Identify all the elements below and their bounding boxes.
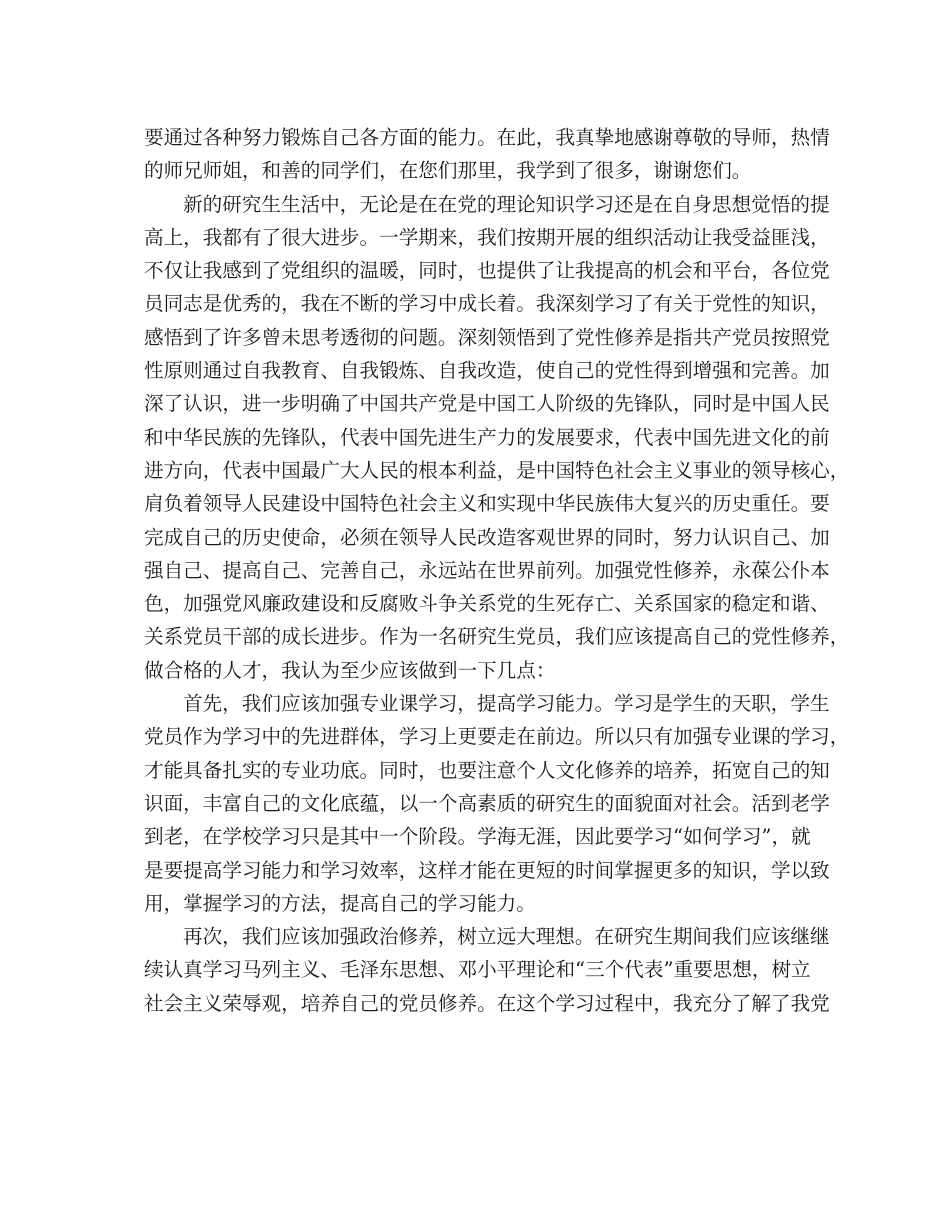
text-line: 续认真学习马列主义、毛泽东思想、邓小平理论和“三个代表”重要思想，树立 <box>144 958 811 982</box>
text-line: 到老，在学校学习只是其中一个阶段。学海无涯，因此要学习“如何学习”，就 <box>144 825 811 849</box>
paragraph-4 <box>144 920 830 1020</box>
text-line: 不仅让我感到了党组织的温暖，同时，也提供了让我提高的机会和平台，各位党 <box>144 259 830 283</box>
text-line: 和中华民族的先锋队，代表中国先进生产力的发展要求，代表中国先进文化的前 <box>144 425 830 449</box>
text-line: 进方向，代表中国最广大人民的根本利益，是中国特色社会主义事业的领导核心， <box>144 458 850 482</box>
text-line: 新的研究生生活中，无论是在在党的理论知识学习还是在自身思想觉悟的提 <box>183 192 830 216</box>
paragraph-3 <box>144 687 850 920</box>
text-line: 高上，我都有了很大进步。一学期来，我们按期开展的组织活动让我受益匪浅， <box>144 225 830 249</box>
text-line: 党员作为学习中的先进群体，学习上更要走在前边。所以只有加强专业课的学习， <box>144 725 850 749</box>
text-line: 才能具备扎实的专业功底。同时，也要注意个人文化修养的培养，拓宽自己的知 <box>144 758 830 782</box>
text-line: 社会主义荣辱观，培养自己的党员修养。在这个学习过程中，我充分了解了我党 <box>144 991 830 1015</box>
text-line: 要通过各种努力锻炼自己各方面的能力。在此，我真挚地感谢尊敬的导师，热情 <box>144 126 830 149</box>
text-line: 识面，丰富自己的文化底蕴，以一个高素质的研究生的面貌面对社会。活到老学 <box>144 791 830 815</box>
text-line: 关系党员干部的成长进步。作为一名研究生党员，我们应该提高自己的党性修养， <box>144 625 850 649</box>
text-line: 再次，我们应该加强政治修养，树立远大理想。在研究生期间我们应该继继 <box>183 925 830 949</box>
text-line: 色，加强党风廉政建设和反腐败斗争关系党的生死存亡、关系国家的稳定和谐、 <box>144 592 830 616</box>
paragraph-2 <box>144 188 850 687</box>
text-line: 完成自己的历史使命，必须在领导人民改造客观世界的同时，努力认识自己、加 <box>144 525 830 549</box>
text-line: 首先，我们应该加强专业课学习，提高学习能力。学习是学生的天职，学生 <box>183 692 830 716</box>
text-line: 员同志是优秀的，我在不断的学习中成长着。我深刻学习了有关于党性的知识， <box>144 292 830 316</box>
text-line: 性原则通过自我教育、自我锻炼、自我改造，使自己的党性得到增强和完善。加 <box>144 359 830 383</box>
text-line: 的师兄师姐，和善的同学们，在您们那里，我学到了很多，谢谢您们。 <box>144 159 752 183</box>
paragraph-1 <box>144 121 830 188</box>
text-line: 肩负着领导人民建设中国特色社会主义和实现中华民族伟大复兴的历史重任。要 <box>144 492 830 516</box>
text-line: 感悟到了许多曾未思考透彻的问题。深刻领悟到了党性修养是指共产党员按照党 <box>144 325 830 349</box>
text-line: 用，掌握学习的方法，提高自己的学习能力。 <box>144 891 536 915</box>
text-line: 深了认识，进一步明确了中国共产党是中国工人阶级的先锋队，同时是中国人民 <box>144 392 830 416</box>
text-line: 强自己、提高自己、完善自己，永远站在世界前列。加强党性修养，永葆公仆本 <box>144 558 830 582</box>
text-line: 是要提高学习能力和学习效率，这样才能在更短的时间掌握更多的知识，学以致 <box>144 858 830 882</box>
text-line: 做合格的人才，我认为至少应该做到一下几点： <box>144 658 556 682</box>
document-body <box>144 121 850 1020</box>
